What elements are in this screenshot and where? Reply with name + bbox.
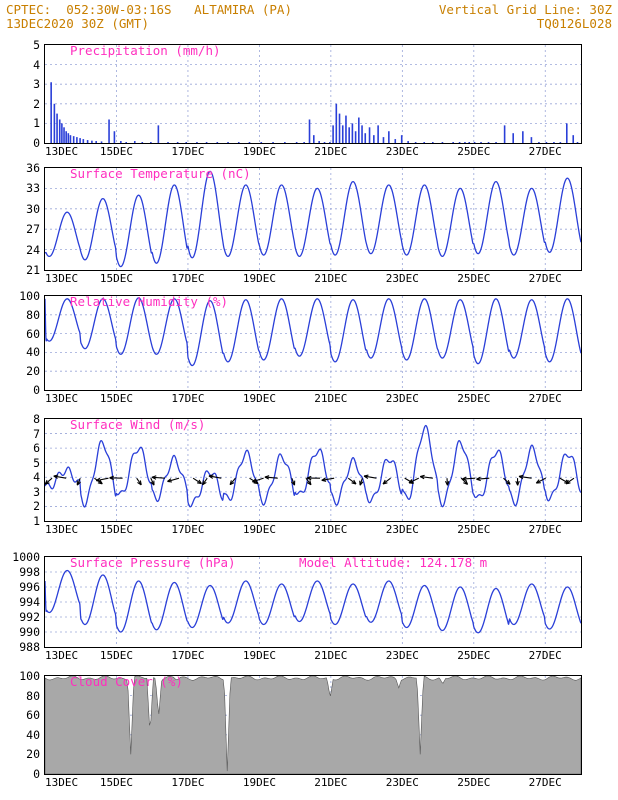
- x-tick-label: 23DEC: [385, 392, 419, 405]
- y-tick-label: 6: [33, 441, 40, 456]
- x-tick-label: 27DEC: [528, 145, 562, 158]
- x-tick-label: 23DEC: [385, 523, 419, 536]
- panel-relative-humidity: [19, 289, 582, 405]
- panel-surface-wind: [33, 412, 582, 536]
- y-tick-label: 1: [33, 514, 40, 528]
- y-tick-label: 27: [26, 222, 40, 237]
- panel-title: Precipitation (mm/h): [70, 43, 221, 58]
- x-tick-label: 25DEC: [457, 392, 491, 405]
- header-model-id: TQ0126L028: [536, 16, 612, 31]
- y-tick-label: 100: [19, 289, 40, 303]
- y-tick-label: 4: [33, 470, 40, 485]
- x-tick-label: 25DEC: [457, 649, 491, 662]
- x-tick-label: 21DEC: [314, 145, 348, 158]
- y-tick-label: 0: [33, 136, 40, 150]
- x-tick-label: 23DEC: [385, 272, 419, 285]
- y-tick-label: 80: [26, 307, 40, 322]
- y-tick-label: 3: [33, 484, 40, 499]
- plot-canvas: [45, 419, 581, 521]
- y-tick-label: 36: [26, 161, 40, 175]
- plot-canvas: [45, 168, 581, 270]
- x-tick-label: 21DEC: [314, 272, 348, 285]
- y-tick-label: 60: [26, 708, 40, 723]
- x-tick-label: 15DEC: [99, 523, 133, 536]
- x-tick-label: 25DEC: [457, 776, 491, 789]
- plot-canvas: [45, 557, 581, 647]
- x-tick-label: 19DEC: [242, 523, 276, 536]
- y-tick-label: 5: [33, 455, 40, 470]
- panel-surface-pressure: [12, 550, 582, 662]
- x-tick-label: 17DEC: [171, 145, 205, 158]
- x-tick-label: 13DEC: [45, 145, 79, 158]
- y-tick-label: 100: [19, 669, 40, 683]
- x-tick-label: 17DEC: [171, 392, 205, 405]
- x-tick-label: 15DEC: [99, 649, 133, 662]
- panel-title: Cloud Cover (%): [70, 674, 183, 689]
- plot-canvas: [45, 676, 581, 774]
- x-tick-label: 21DEC: [314, 776, 348, 789]
- y-tick-label: 4: [33, 57, 40, 72]
- y-tick-label: 40: [26, 345, 40, 360]
- y-tick-label: 40: [26, 727, 40, 742]
- x-tick-label: 23DEC: [385, 145, 419, 158]
- x-tick-label: 17DEC: [171, 649, 205, 662]
- x-tick-label: 19DEC: [242, 145, 276, 158]
- y-tick-label: 2: [33, 96, 40, 111]
- y-tick-label: 3: [33, 77, 40, 92]
- x-tick-label: 25DEC: [457, 523, 491, 536]
- x-tick-label: 21DEC: [314, 392, 348, 405]
- panel-title: Relative Humidity (%): [70, 294, 229, 309]
- plot-canvas: [45, 296, 581, 390]
- x-tick-label: 25DEC: [457, 272, 491, 285]
- x-tick-label: 13DEC: [45, 272, 79, 285]
- x-tick-label: 13DEC: [45, 523, 79, 536]
- y-tick-label: 990: [19, 625, 40, 639]
- x-tick-label: 17DEC: [171, 776, 205, 789]
- x-tick-label: 27DEC: [528, 776, 562, 789]
- y-tick-label: 0: [33, 767, 40, 781]
- plot-canvas: [45, 45, 581, 143]
- x-tick-label: 27DEC: [528, 392, 562, 405]
- x-tick-label: 25DEC: [457, 145, 491, 158]
- panel-surface-temperature: [26, 161, 582, 285]
- y-tick-label: 30: [26, 201, 40, 216]
- header-grid-note: Vertical Grid Line: 30Z: [438, 2, 612, 17]
- y-tick-label: 21: [26, 263, 40, 277]
- panel-title: Surface Wind (m/s): [70, 417, 206, 432]
- y-tick-label: 0: [33, 383, 40, 397]
- panel-cloud-cover: [19, 669, 582, 789]
- x-tick-label: 19DEC: [242, 776, 276, 789]
- x-tick-label: 19DEC: [242, 392, 276, 405]
- x-tick-label: 17DEC: [171, 272, 205, 285]
- y-tick-label: 33: [26, 181, 40, 196]
- y-tick-label: 60: [26, 326, 40, 341]
- x-tick-label: 15DEC: [99, 776, 133, 789]
- x-tick-label: 21DEC: [314, 523, 348, 536]
- y-tick-label: 2: [33, 499, 40, 514]
- x-tick-label: 21DEC: [314, 649, 348, 662]
- x-tick-label: 23DEC: [385, 649, 419, 662]
- x-tick-label: 27DEC: [528, 523, 562, 536]
- x-tick-label: 15DEC: [99, 145, 133, 158]
- panel-title: Surface Temperature (nC): [70, 166, 251, 181]
- x-tick-label: 13DEC: [45, 776, 79, 789]
- header-line-1: CPTEC: 052:30W-03:16S ALTAMIRA (PA): [6, 2, 292, 17]
- y-tick-label: 7: [33, 426, 40, 441]
- y-tick-label: 992: [19, 610, 40, 624]
- x-tick-label: 15DEC: [99, 272, 133, 285]
- y-tick-label: 20: [26, 364, 40, 379]
- y-tick-label: 8: [33, 412, 40, 426]
- panel-precipitation: [33, 38, 582, 158]
- y-tick-label: 20: [26, 747, 40, 762]
- x-tick-label: 17DEC: [171, 523, 205, 536]
- x-tick-label: 23DEC: [385, 776, 419, 789]
- panel-title: Surface Pressure (hPa): [70, 555, 236, 570]
- y-tick-label: 994: [19, 595, 40, 609]
- x-tick-label: 19DEC: [242, 649, 276, 662]
- y-tick-label: 80: [26, 688, 40, 703]
- y-tick-label: 996: [19, 580, 40, 594]
- x-tick-label: 13DEC: [45, 392, 79, 405]
- x-tick-label: 15DEC: [99, 392, 133, 405]
- x-tick-label: 13DEC: [45, 649, 79, 662]
- x-tick-label: 27DEC: [528, 272, 562, 285]
- y-tick-label: 5: [33, 38, 40, 52]
- y-tick-label: 998: [19, 565, 40, 579]
- header-line-2: 13DEC2020 30Z (GMT): [6, 16, 149, 31]
- y-tick-label: 1: [33, 116, 40, 131]
- y-tick-label: 24: [26, 242, 40, 257]
- x-tick-label: 27DEC: [528, 649, 562, 662]
- x-tick-label: 19DEC: [242, 272, 276, 285]
- y-tick-label: 988: [19, 640, 40, 654]
- y-tick-label: 1000: [12, 550, 40, 564]
- panel-subtitle: Model Altitude: 124.178 m: [299, 555, 488, 570]
